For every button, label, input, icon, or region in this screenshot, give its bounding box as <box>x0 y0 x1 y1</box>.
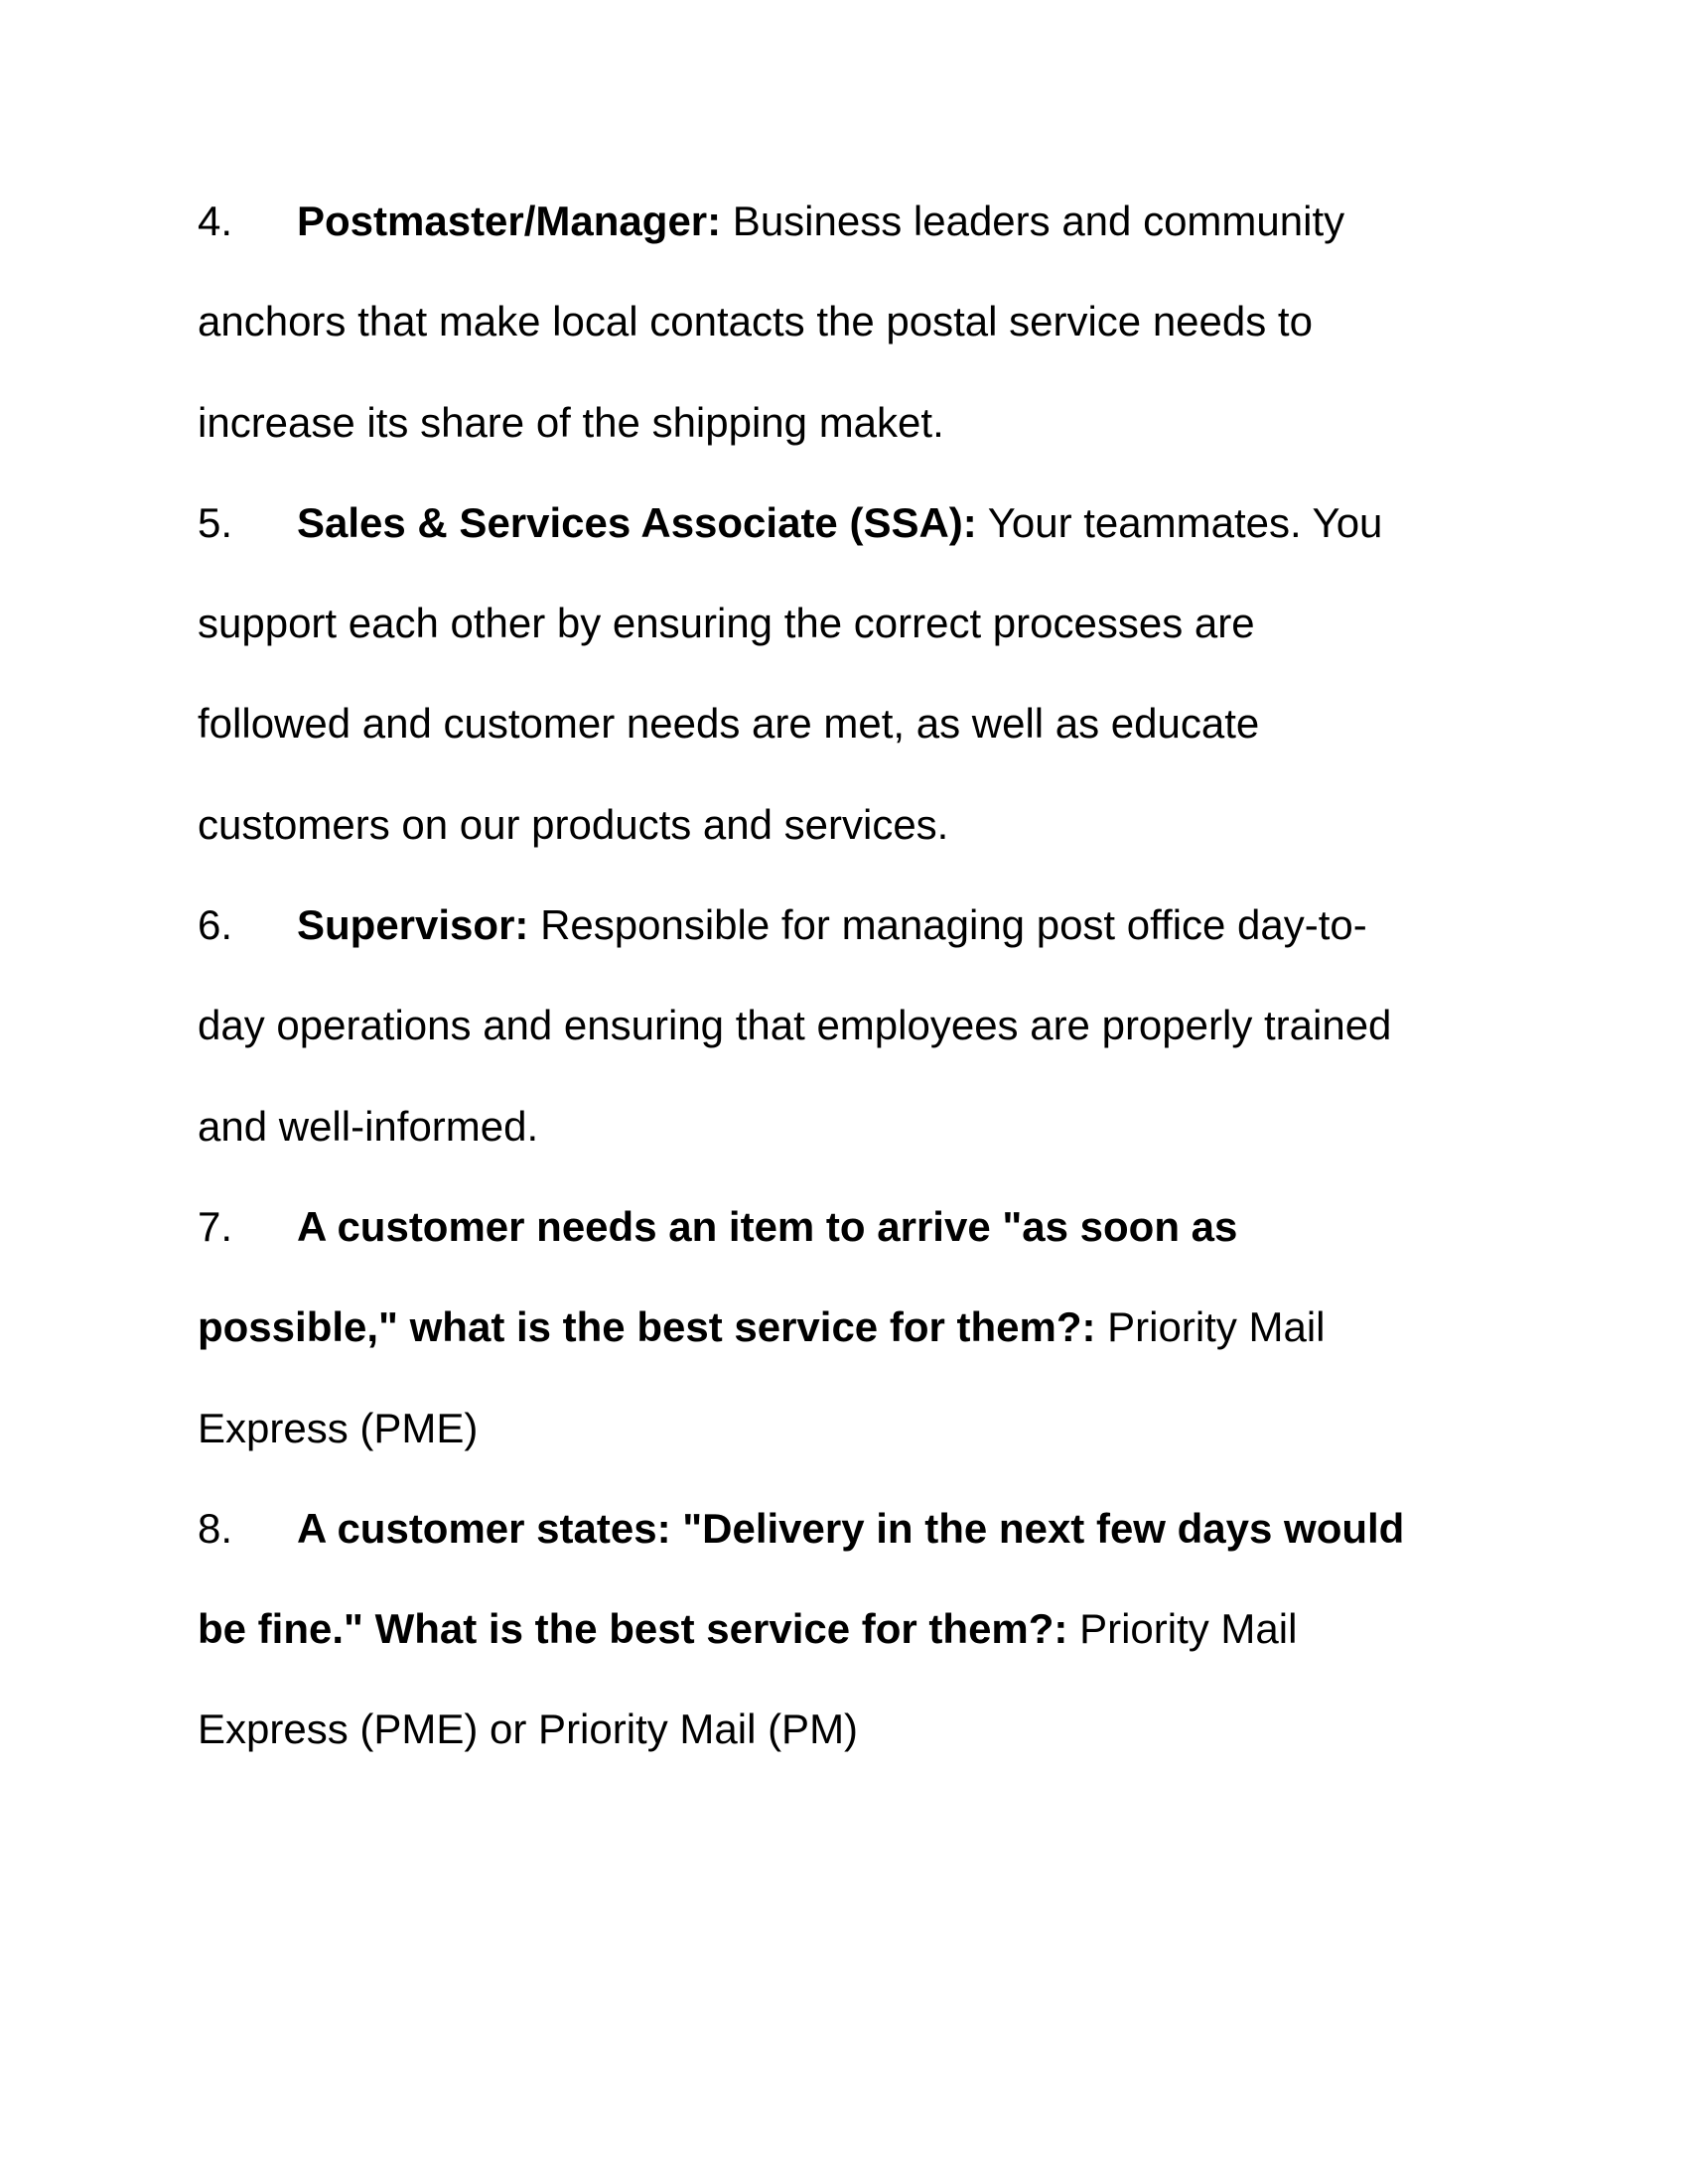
text-line <box>198 1578 1488 1679</box>
text-line <box>198 473 1488 573</box>
body-text: increase its share of the shipping maket. <box>198 398 944 446</box>
text-line <box>198 372 1488 473</box>
text-line <box>198 1679 1488 1779</box>
text-line <box>198 774 1488 875</box>
text-line <box>198 875 1488 975</box>
list-item <box>198 1478 1488 1780</box>
body-text: support each other by ensuring the correct processes are <box>198 600 1255 647</box>
text-line <box>198 573 1488 673</box>
list-item <box>198 875 1488 1176</box>
list-item <box>198 473 1488 875</box>
list-item <box>198 1176 1488 1478</box>
bold-term: Postmaster/Manager: <box>297 198 722 244</box>
item-number: 7. <box>198 1202 233 1250</box>
item-number: 8. <box>198 1504 233 1552</box>
text-line <box>198 171 1488 271</box>
text-line <box>198 271 1488 371</box>
body-text: customers on our products and services. <box>198 800 949 848</box>
bold-term: Sales & Services Associate (SSA): <box>297 498 977 546</box>
bold-term: Supervisor: <box>297 901 529 949</box>
bold-term: A customer states: "Delivery in the next few days would <box>297 1504 1405 1552</box>
item-number: 6. <box>198 901 233 949</box>
body-text: day operations and ensuring that employees are properly trained <box>198 1002 1392 1049</box>
text-line <box>198 1176 1488 1277</box>
item-number: 4. <box>198 198 233 244</box>
body-text: Express (PME) or Priority Mail (PM) <box>198 1706 859 1753</box>
body-text: anchors that make local contacts the postal service needs to <box>198 298 1313 345</box>
text-line <box>198 673 1488 773</box>
text-line <box>198 1478 1488 1578</box>
document-body <box>198 171 1488 1780</box>
bold-term: be fine." What is the best service for them?: <box>198 1605 1068 1653</box>
item-number: 5. <box>198 498 233 546</box>
body-text: Priority Mail <box>1067 1605 1298 1653</box>
body-text: Business leaders and community <box>721 198 1345 244</box>
text-line <box>198 1076 1488 1176</box>
text-line <box>198 1378 1488 1478</box>
bold-term: A customer needs an item to arrive "as soon as <box>297 1202 1238 1250</box>
text-line <box>198 1277 1488 1377</box>
body-text: Priority Mail <box>1095 1303 1326 1351</box>
body-text: Express (PME) <box>198 1404 479 1451</box>
bold-term: possible," what is the best service for them?: <box>198 1303 1096 1351</box>
text-line <box>198 975 1488 1075</box>
body-text: Responsible for managing post office day-to- <box>528 901 1367 949</box>
body-text: Your teammates. You <box>976 498 1383 546</box>
list-item <box>198 171 1488 473</box>
body-text: followed and customer needs are met, as well as educate <box>198 700 1260 748</box>
body-text: and well-informed. <box>198 1102 539 1150</box>
